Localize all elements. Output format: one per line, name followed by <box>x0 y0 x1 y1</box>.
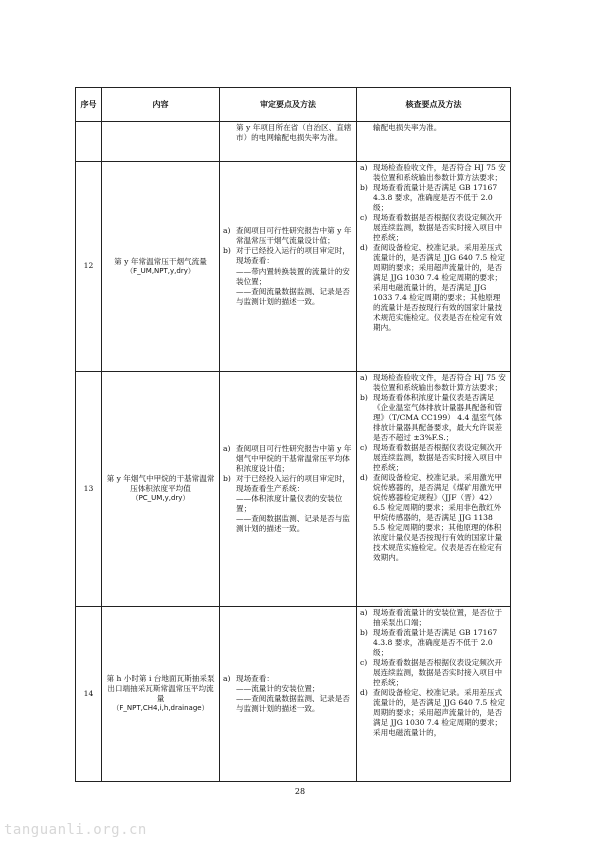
check-item <box>360 213 507 243</box>
item-label: d) <box>360 473 368 483</box>
item-text: ——查阅数据监测、记录是否与监测计划的描述一致。 <box>236 514 350 534</box>
review-item <box>223 694 353 714</box>
row-check <box>357 607 511 782</box>
review-item <box>223 514 353 534</box>
item-text: 查阅设备检定、校准记录。采用差压式流量计的，是否满足 JJG 640 7.5 检定周期的要求；采用超声流量计的，是否满足 JJG 1030 7.4 检定周期的要求；采用电磁流量计的， <box>373 688 505 738</box>
item-text: ——查阅流量数据监测、记录是否与监测计划的描述一致。 <box>236 694 350 714</box>
content-text: 第 y 年常温常压干烟气流量 <box>114 256 207 266</box>
header-check: 核查要点及方法 <box>357 88 511 122</box>
review-item <box>223 684 353 694</box>
item-label: b) <box>223 473 231 483</box>
check-item <box>360 443 507 473</box>
row-content <box>102 607 220 782</box>
verification-table <box>75 87 511 782</box>
check-item <box>360 658 507 688</box>
cont-review: 第 y 年项目所在省（自治区、直辖市）的电网输配电损失率为准。 <box>220 122 357 162</box>
check-item <box>360 243 507 333</box>
check-item <box>360 628 507 658</box>
row-check <box>357 372 511 607</box>
item-label <box>223 287 236 307</box>
row-number: 13 <box>76 372 102 607</box>
item-text: 现场查看数据是否根据仪表设定频次开展连续监测，数据是否实时接入项目中控系统； <box>373 213 503 243</box>
review-item <box>223 444 353 474</box>
row-review <box>220 372 357 607</box>
item-text: 查阅项目可行性研究报告中第 y 年烟气中甲烷的干基常温常压平均体积浓度设计值； <box>236 443 352 473</box>
item-label: c) <box>360 443 368 453</box>
item-text: 查阅设备检定、校准记录。采用激光甲烷传感器的，是否满足《煤矿用激光甲烷传感器检定规程》（JJF（晋）42） 6.5 检定周期的要求；采用非色散红外甲烷传感器的，是否满足 JJG 1138 5.5 检定周期的要求；其他原理的体积浓度计量仪是否按现行有效的国家计量技术规范实施检定。仪表是否在检定有效期内。 <box>373 473 503 563</box>
check-item <box>360 393 507 443</box>
item-text: ——流量计的安装位置； <box>236 683 320 693</box>
table-row <box>76 607 511 782</box>
watermark: tanguanli.org.cn <box>4 822 147 838</box>
item-label: b) <box>360 628 368 638</box>
item-label <box>223 514 236 534</box>
item-text: 现场查看数据是否根据仪表设定频次开展连续监测，数据是否实时接入项目中控系统； <box>373 658 503 688</box>
row-review <box>220 607 357 782</box>
item-label <box>223 684 236 694</box>
table-row-continuation <box>76 122 511 162</box>
review-item <box>223 674 353 684</box>
item-text: 现场查看数据是否根据仪表设定频次开展连续监测，数据是否实时接入项目中控系统； <box>373 443 503 473</box>
table-row <box>76 372 511 607</box>
header-num: 序号 <box>76 88 102 122</box>
check-item <box>360 473 507 563</box>
header-review: 审定要点及方法 <box>220 88 357 122</box>
check-item <box>360 608 507 628</box>
page-number: 28 <box>294 787 306 796</box>
item-label <box>223 267 236 287</box>
item-text: 现场查看流量计是否满足 GB 17167 4.3.8 要求，准确度是否不低于 2.0 级； <box>373 628 498 658</box>
item-text: 现场检查验收文件，是否符合 HJ 75 安装位置和系统输出参数计算方法要求； <box>373 163 506 183</box>
check-item <box>360 183 507 213</box>
item-text: 现场查看流量计是否满足 GB 17167 4.3.8 要求，准确度是否不低于 2.0 级； <box>373 183 498 213</box>
content-formula: （F_NPT,CH4,i,h,drainage） <box>112 704 209 713</box>
item-label: d) <box>360 243 368 253</box>
cont-check: 输配电损失率为准。 <box>357 122 511 162</box>
table-row <box>76 162 511 372</box>
item-label: a) <box>223 443 231 453</box>
item-text: ——查阅流量数据监测、记录是否与监测计划的描述一致。 <box>236 286 350 306</box>
item-text: ——体积浓度计量仪表的安装位置； <box>236 494 343 514</box>
content-formula: （PC_UM,y,dry） <box>131 494 190 503</box>
review-item <box>223 246 353 266</box>
item-label <box>223 494 236 514</box>
item-text: 现场查看： <box>236 673 274 683</box>
item-text: 对于已经投入运行的项目审定时，现场查看生产系统： <box>236 473 350 493</box>
item-label: a) <box>360 608 368 617</box>
item-text: 查阅项目可行性研究报告中第 y 年常温常压干烟气流量设计值； <box>236 226 352 246</box>
review-item <box>223 267 353 287</box>
item-text: 对于已经投入运行的项目审定时，现场查看： <box>236 246 350 266</box>
item-text: ——带内置转换装置的流量计的安装位置； <box>236 266 350 286</box>
check-item <box>360 373 507 393</box>
review-item <box>223 226 353 246</box>
item-label: b) <box>360 183 368 193</box>
item-label: a) <box>223 226 231 236</box>
item-label: c) <box>360 658 368 668</box>
item-label <box>223 694 236 714</box>
review-item <box>223 287 353 307</box>
check-item <box>360 163 507 183</box>
item-text: 查阅设备检定、校准记录。采用差压式流量计的，是否满足 JJG 640 7.5 检定周期的要求；采用超声流量计的，是否满足 JJG 1030 7.4 检定周期的要求；采用电磁流量计的，是否满足 JJG 1033 7.4 检定周期的要求；其他原理的流量计是否按现行有效的国家计量技术规范实施检定。仪表是否在检定有效期内。 <box>373 243 505 333</box>
item-text: 现场检查验收文件，是否符合 HJ 75 安装位置和系统输出参数计算方法要求； <box>373 373 506 393</box>
review-item <box>223 494 353 514</box>
item-label: a) <box>360 163 368 172</box>
item-label: d) <box>360 688 368 698</box>
content-text: 第 y 年烟气中甲烷的干基常温常压体积浓度平均值 <box>106 474 215 494</box>
row-check <box>357 162 511 372</box>
item-label: b) <box>223 246 231 256</box>
item-label: b) <box>360 393 368 403</box>
item-text: 现场查看体积浓度计量仪表是否满足《企业温室气体排放计量器具配备和管理》（T/CMA CC199） 4.4 温室气体排放计量器具配备要求，最大允许误差是否不超过 ±3%F.S.； <box>373 393 503 443</box>
item-label: a) <box>223 673 231 683</box>
row-content <box>102 372 220 607</box>
header-content: 内容 <box>102 88 220 122</box>
item-label: a) <box>360 373 368 382</box>
row-content <box>102 162 220 372</box>
row-number: 14 <box>76 607 102 782</box>
check-item <box>360 688 507 738</box>
review-item <box>223 474 353 494</box>
row-number: 12 <box>76 162 102 372</box>
content-formula: （F_UM,NPT,y,dry） <box>126 266 195 275</box>
item-text: 现场查看流量计的安装位置，是否位于抽采泵出口端； <box>373 608 503 628</box>
row-review <box>220 162 357 372</box>
content-text: 第 h 小时第 i 台地面瓦斯抽采泵出口端抽采瓦斯常温常压平均流量 <box>106 674 215 704</box>
item-label: c) <box>360 213 368 223</box>
